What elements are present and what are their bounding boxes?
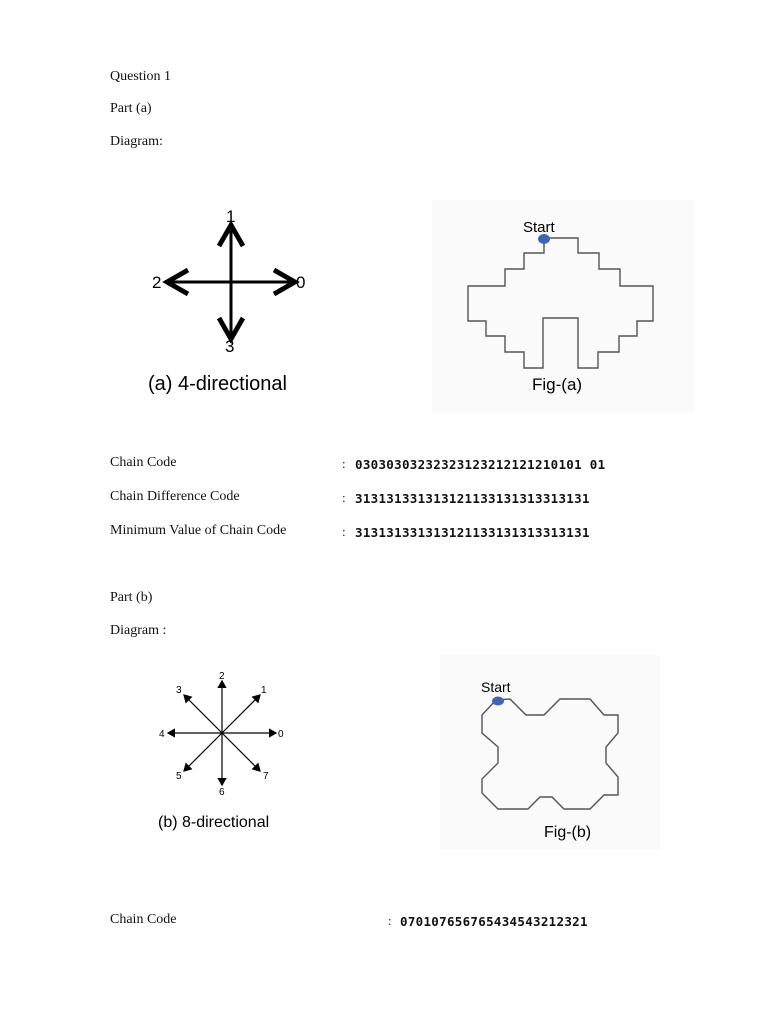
part-b-diagram-label: Diagram :	[110, 623, 167, 638]
row-value-chain-code-a: 03030303232323123212121210101 01	[355, 457, 606, 472]
row-value-min-chain-code: 313131331313121133131313313131	[355, 525, 590, 540]
dir-label-4: 4	[159, 729, 165, 740]
dir-label-2: 2	[152, 273, 162, 292]
fig-a-figure	[432, 200, 694, 412]
row-value-chain-code-b: 070107656765434543212321	[400, 914, 588, 929]
caption-4dir: (a) 4-directional	[148, 373, 287, 395]
row-label-chain-code-a: Chain Code	[110, 455, 177, 470]
part-b-label: Part (b)	[110, 590, 153, 605]
dir-label-6: 6	[219, 787, 225, 798]
dir-label-3: 3	[225, 337, 235, 356]
question-title: Question 1	[110, 69, 172, 84]
dir-label-3: 3	[176, 685, 182, 696]
dir-label-2: 2	[219, 671, 225, 682]
row-sep: :	[342, 524, 346, 539]
dir-label-1: 1	[261, 685, 267, 696]
caption-fig-b: Fig-(b)	[544, 824, 592, 841]
part-a-diagram-label: Diagram:	[110, 134, 163, 149]
eight-directional-figure	[140, 657, 330, 857]
dir-label-0: 0	[296, 273, 306, 292]
dir-label-5: 5	[176, 771, 182, 782]
start-label-b: Start	[481, 679, 511, 695]
arrow-5	[184, 733, 222, 771]
row-sep: :	[388, 913, 392, 928]
arrow-1	[222, 695, 260, 733]
row-sep: :	[342, 490, 346, 505]
row-label-chain-code-b: Chain Code	[110, 912, 177, 927]
arrow-3	[184, 695, 222, 733]
row-label-chain-diff-code: Chain Difference Code	[110, 489, 240, 504]
row-sep: :	[342, 456, 346, 471]
part-a-label: Part (a)	[110, 101, 152, 116]
dir-label-7: 7	[263, 771, 269, 782]
start-dot-b	[492, 697, 504, 706]
dir-label-0: 0	[278, 729, 284, 740]
arrow-7	[222, 733, 260, 771]
dir-label-1: 1	[226, 207, 236, 226]
fig-b-figure	[440, 655, 660, 850]
caption-fig-a: Fig-(a)	[532, 375, 583, 394]
row-value-chain-diff-code: 313131331313121133131313313131	[355, 491, 590, 506]
caption-8dir: (b) 8-directional	[158, 814, 270, 831]
start-label-a: Start	[523, 219, 555, 236]
four-directional-figure	[140, 200, 340, 410]
row-label-min-chain-code: Minimum Value of Chain Code	[110, 523, 287, 538]
